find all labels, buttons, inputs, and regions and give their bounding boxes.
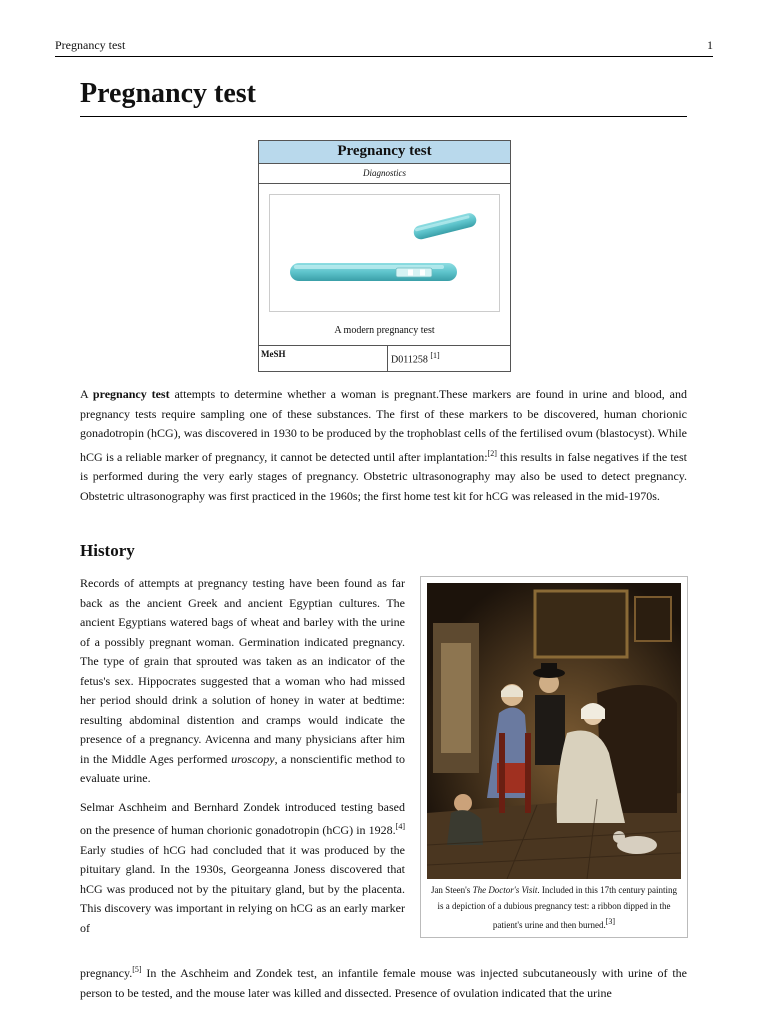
history-text: Records of attempts at pregnancy testing have been found as far back as the ancient Greek and ancient Egyptian cultures. The ancient Egyptians watered bags of wheat and barley with the urine of a possibly pregnant woman. Germination indicated pregnancy. The type of grain that sprouted was taken as an indicator of the fetus's sex. Hippocrates suggested that a woman who had missed her period should drink a solution of honey in water at bedtime: resulting abdominal distention and cramps would indicate the presence of a pregnancy. Avicenna and many physicians after him in the Middle Ages performed bbox=[80, 576, 405, 766]
citation-ref[interactable]: [4] bbox=[395, 822, 405, 831]
caption-text: . Included in this 17th century painting is a depiction of a dubious pregnancy test: a ribbon dipped in the patient's urine and then burned. bbox=[437, 885, 678, 930]
history-column bbox=[80, 574, 405, 947]
tail-text-2: In the Aschheim and Zondek test, an infantile female mouse was injected subcutaneously with urine of the person to be tested, and the mouse later was killed and dissected. Presence of ovulation indicated that the urine bbox=[80, 966, 687, 1000]
mesh-value-link[interactable]: D011258 bbox=[391, 354, 428, 366]
history-text: , a nonscientific method to evaluate urine. bbox=[80, 751, 405, 785]
running-title: Pregnancy test bbox=[55, 38, 126, 52]
citation-ref[interactable]: [3] bbox=[605, 917, 616, 926]
running-header bbox=[55, 38, 713, 57]
history-italic-term[interactable]: uroscopy bbox=[231, 751, 275, 766]
figure-doctors-visit bbox=[420, 576, 688, 938]
pregnancy-test-stick-icon[interactable] bbox=[269, 194, 500, 312]
infobox-row-mesh bbox=[259, 346, 510, 371]
figure-caption bbox=[427, 882, 681, 933]
citation-ref[interactable]: [1] bbox=[430, 351, 440, 360]
doctors-visit-painting[interactable] bbox=[427, 583, 681, 879]
caption-italic-title[interactable]: The Doctor's Visit bbox=[472, 885, 538, 895]
caption-text: Jan Steen's bbox=[430, 885, 473, 895]
tail-text-1: pregnancy. bbox=[80, 966, 133, 980]
lead-bold-term: pregnancy test bbox=[92, 387, 170, 401]
infobox bbox=[258, 140, 511, 372]
mesh-value-cell bbox=[388, 346, 510, 371]
lead-paragraph bbox=[80, 385, 687, 506]
history-text: Early studies of hCG had concluded that it was produced by the pituitary gland. In the 1930s, Georgeanna Joness discovered that hCG was produced not by the pituitary gland, but by the placenta. This discovery was important in relying on hCG as an early marker of bbox=[80, 842, 405, 935]
lead-text-3: this results in false negatives if the test is performed during the very early stages of pregnancy. Obstetric ultrasonography may also be used to detect pregnancy. Obstetric ultrasonography was first practiced in the 1960s; the first home test kit for hCG was released in the mid-1970s. bbox=[80, 449, 687, 503]
history-text: Selmar Aschheim and Bernhard Zondek introduced testing based on the presence of human chorionic gonadotropin (hCG) in 1928. bbox=[80, 799, 405, 837]
infobox-title: Pregnancy test bbox=[259, 141, 510, 164]
citation-ref[interactable]: [5] bbox=[132, 965, 142, 974]
page-number: 1 bbox=[707, 38, 713, 52]
section-heading-history: History bbox=[80, 541, 135, 560]
citation-ref[interactable]: [2] bbox=[487, 448, 497, 458]
continuation-paragraph bbox=[80, 960, 687, 1003]
history-paragraph-1 bbox=[80, 574, 405, 789]
infobox-subtitle[interactable] bbox=[259, 164, 510, 184]
mesh-label: MeSH bbox=[259, 346, 388, 371]
lead-text-2: attempts to determine whether a woman is pregnant.These markers are found in urine and blood, and pregnancy tests require sampling one of these substances. The first of these markers to be discovered, human chorionic gonadotropin (hCG), was discovered in 1930 to be produced by the trophoblast cells of the fertilised ovum (blastocyst). While hCG is a reliable marker of pregnancy, it cannot be detected until after implantation: bbox=[80, 387, 687, 464]
infobox-subtitle-link[interactable]: Diagnostics bbox=[362, 168, 406, 178]
lead-text-1: A bbox=[80, 387, 93, 401]
infobox-caption: A modern pregnancy test bbox=[259, 312, 510, 346]
page-title: Pregnancy test bbox=[80, 78, 687, 117]
history-paragraph-2 bbox=[80, 798, 405, 939]
pregnancy-test-image bbox=[270, 195, 499, 311]
